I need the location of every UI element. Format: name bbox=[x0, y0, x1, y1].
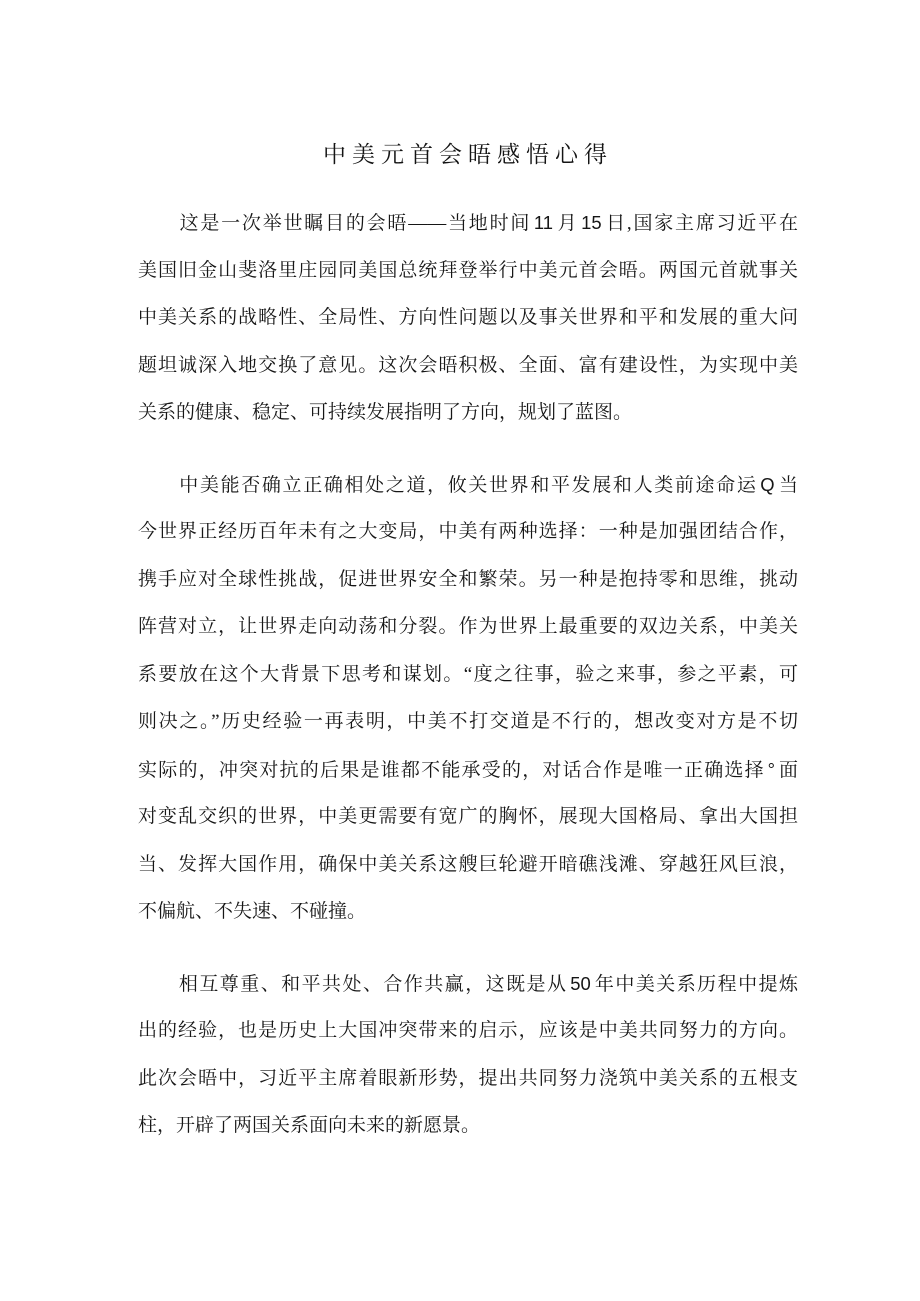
paragraph-choices bbox=[138, 461, 798, 936]
text-line: 携手应对全球性挑战，促进世界安全和繁荣。另一种是抱持零和思维，挑动 bbox=[138, 568, 798, 590]
text-line: 阵营对立，让世界走向动荡和分裂。作为世界上最重要的双边关系，中美关 bbox=[138, 616, 798, 637]
document-title: 中美元首会晤感悟心得 bbox=[323, 142, 613, 167]
text-line: 不偏航、不失速、不碰撞。 bbox=[138, 901, 367, 922]
text-line: 这是一次举世瞩目的会晤——当地时间 11 月 15 日,国家主席习近平在 bbox=[138, 212, 798, 234]
text-line: 柱，开辟了两国关系面向未来的新愿景。 bbox=[138, 1115, 481, 1136]
text-line: 实际的，冲突对抗的后果是谁都不能承受的，对话合作是唯一正确选择 ° 面 bbox=[138, 758, 798, 781]
paragraph-intro bbox=[138, 199, 798, 437]
text-line: 关系的健康、稳定、可持续发展指明了方向，规划了蓝图。 bbox=[138, 402, 633, 423]
text-line: 则决之。”历史经验一再表明，中美不打交道是不行的，想改变对方是不切 bbox=[138, 711, 798, 732]
text-line: 今世界正经历百年未有之大变局，中美有两种选择：一种是加强团结合作， bbox=[138, 521, 798, 542]
text-line: 美国旧金山斐洛里庄园同美国总统拜登举行中美元首会晤。两国元首就事关 bbox=[138, 259, 798, 281]
text-line: 相互尊重、和平共处、合作共赢，这既是从 50 年中美关系历程中提炼 bbox=[138, 972, 798, 995]
text-line: 出的经验，也是历史上大国冲突带来的启示，应该是中美共同努力的方向。 bbox=[138, 1020, 798, 1041]
text-line: 中美能否确立正确相处之道，攸关世界和平发展和人类前途命运 Q 当 bbox=[138, 473, 798, 496]
text-line: 题坦诚深入地交换了意见。这次会晤积极、全面、富有建设性，为实现中美 bbox=[138, 354, 798, 376]
paragraph-conclusion bbox=[138, 960, 798, 1150]
text-line: 对变乱交织的世界，中美更需要有宽广的胸怀，展现大国格局、拿出大国担 bbox=[138, 806, 798, 827]
text-line: 此次会晤中，习近平主席着眼新形势，提出共同努力浇筑中美关系的五根支 bbox=[138, 1067, 798, 1089]
text-line: 中美关系的战略性、全局性、方向性问题以及事关世界和平和发展的重大问 bbox=[138, 307, 798, 328]
text-line: 系要放在这个大背景下思考和谋划。“度之往事，验之来事，参之平素，可 bbox=[138, 663, 798, 685]
text-line: 当、发挥大国作用，确保中美关系这艘巨轮避开暗礁浅滩、穿越狂风巨浪， bbox=[138, 853, 798, 875]
